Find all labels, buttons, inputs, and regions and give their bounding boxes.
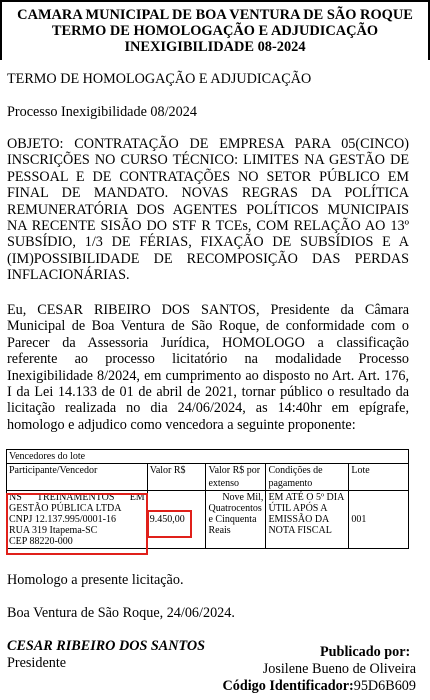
body-line: referente ao processo licitatório na modalidade Processo bbox=[7, 351, 409, 368]
participant-line: RUA 319 Itapema-SC bbox=[9, 525, 98, 536]
identifier-code-label: Código Identificador: bbox=[222, 678, 354, 694]
col-header-lote: Lote bbox=[349, 464, 409, 478]
participant-line: GESTÃO PÚBLICA LTDA bbox=[9, 503, 122, 514]
lote-value: 001 bbox=[351, 514, 367, 525]
body-line: Municipal de Boa Ventura de São Roque, de conformidade com o bbox=[7, 318, 409, 335]
objeto-line: PESSOAL E DE CONTRATAÇÕES NO SETOR PÚBLICO EM bbox=[7, 168, 409, 185]
closing-text: Homologo a presente licitação. bbox=[7, 572, 184, 588]
participant-line: CNPJ 12.137.995/0001-16 bbox=[9, 514, 116, 525]
condicoes-cell bbox=[266, 491, 349, 549]
header-frame-top bbox=[0, 0, 430, 2]
objeto-paragraph bbox=[7, 136, 409, 284]
body-line: licitação realizada no dia 24/06/2024, as 14:40hr em epígrafe, bbox=[7, 400, 409, 417]
header-line-2: TERMO DE HOMOLOGAÇÃO E ADJUDICAÇÃO bbox=[51, 23, 379, 39]
col-header-lote-cont bbox=[349, 477, 409, 491]
signatory-role: Presidente bbox=[7, 655, 67, 671]
extenso-line: e Cinquenta bbox=[208, 514, 257, 525]
table-row bbox=[7, 491, 409, 549]
body-line: I da Lei 14.133 de 01 de abril de 2021, tornar público o resultado da bbox=[7, 384, 409, 401]
col-header-extenso-cont: extenso bbox=[206, 477, 266, 491]
lote-cell bbox=[349, 491, 409, 549]
extenso-line: Reais bbox=[208, 525, 231, 536]
body-line: Eu, CESAR RIBEIRO DOS SANTOS, Presidente da Câmara bbox=[7, 302, 409, 318]
place-date: Boa Ventura de São Roque, 24/06/2024. bbox=[7, 605, 235, 621]
col-header-valor-cont bbox=[147, 477, 206, 491]
identifier-code bbox=[222, 678, 416, 695]
valor-value: 9.450,00 bbox=[149, 514, 185, 525]
body-line: homologo e adjudico como vencedora a seguinte proponente: bbox=[7, 416, 356, 433]
objeto-line: INSCRIÇÕES NO CURSO TÉCNICO: LIMITES NA GESTÃO DE bbox=[7, 152, 409, 169]
winners-section-label: Vencedores do lote bbox=[7, 450, 409, 464]
participant-line: CEP 88220-000 bbox=[9, 536, 73, 547]
col-header-valor: Valor R$ bbox=[147, 464, 206, 478]
valor-cell bbox=[147, 491, 206, 549]
identifier-code-value: 95D6B609 bbox=[353, 678, 416, 694]
objeto-line: NA RECENTE SISÃO DO STF R TCEs, COM RELAÇÃO AO 13º bbox=[7, 218, 409, 235]
body-line: Parecer da Assessoria Jurídica, HOMOLOGO a classificação bbox=[7, 334, 409, 351]
participant-cell bbox=[7, 491, 148, 549]
processo-number: Processo Inexigibilidade 08/2024 bbox=[7, 104, 197, 120]
objeto-line: SUBSÍDIO, 1/3 DE FÉRIAS, FIXAÇÃO DE SUBSÍDIOS E A bbox=[7, 234, 409, 251]
objeto-line: REMUNERATÓRIA DOS AGENTES POLÍTICOS MUNICIPAIS bbox=[7, 201, 409, 218]
publisher-name: Josilene Bueno de Oliveira bbox=[262, 661, 416, 677]
extenso-line: Quatrocentos bbox=[208, 503, 262, 514]
objeto-line: (IM)POSSIBILIDADE DE RECOMPOSIÇÃO DAS PERDAS bbox=[7, 250, 409, 267]
signatory-name: CESAR RIBEIRO DOS SANTOS bbox=[7, 638, 206, 654]
col-header-participant-cont bbox=[7, 477, 148, 491]
extenso-line: Nove Mil, bbox=[222, 492, 264, 503]
col-header-extenso: Valor R$ por bbox=[206, 464, 266, 478]
objeto-line: OBJETO: CONTRATAÇÃO DE EMPRESA PARA 05(CINCO) bbox=[7, 136, 409, 152]
body-line: Inexigibilidade 8/2024, em cumprimento ao disposto no Art. Art. 176, bbox=[7, 367, 409, 384]
condicoes-line: EMISSÃO DA bbox=[268, 514, 330, 525]
extenso-cell bbox=[206, 491, 266, 549]
col-header-condicoes: Condições de bbox=[266, 464, 349, 478]
header-line-3: INEXIGIBILIDADE 08-2024 bbox=[124, 39, 306, 55]
participant-line: NS TREINAMENTOS EM bbox=[9, 492, 145, 503]
header-line-1: CAMARA MUNICIPAL DE BOA VENTURA DE SÃO ROQUE bbox=[17, 7, 413, 23]
doc-title: TERMO DE HOMOLOGAÇÃO E ADJUDICAÇÃO bbox=[7, 71, 312, 87]
col-header-participant: Participante/Vencedor bbox=[7, 464, 148, 478]
col-header-condicoes-cont: pagamento bbox=[266, 477, 349, 491]
condicoes-line: ÚTIL APÓS A bbox=[268, 503, 328, 514]
published-by-label: Publicado por: bbox=[320, 644, 411, 660]
objeto-line: INFLACIONÁRIAS. bbox=[7, 267, 130, 284]
condicoes-line: EM ATÉ O 5º DIA bbox=[268, 492, 345, 503]
winners-table bbox=[6, 449, 409, 549]
document-header bbox=[0, 7, 430, 55]
objeto-line: FINAL DE MANDATO. NOVAS REGRAS DA POLÍTICA bbox=[7, 185, 409, 202]
condicoes-line: NOTA FISCAL bbox=[268, 525, 332, 536]
homologation-paragraph bbox=[7, 302, 409, 433]
